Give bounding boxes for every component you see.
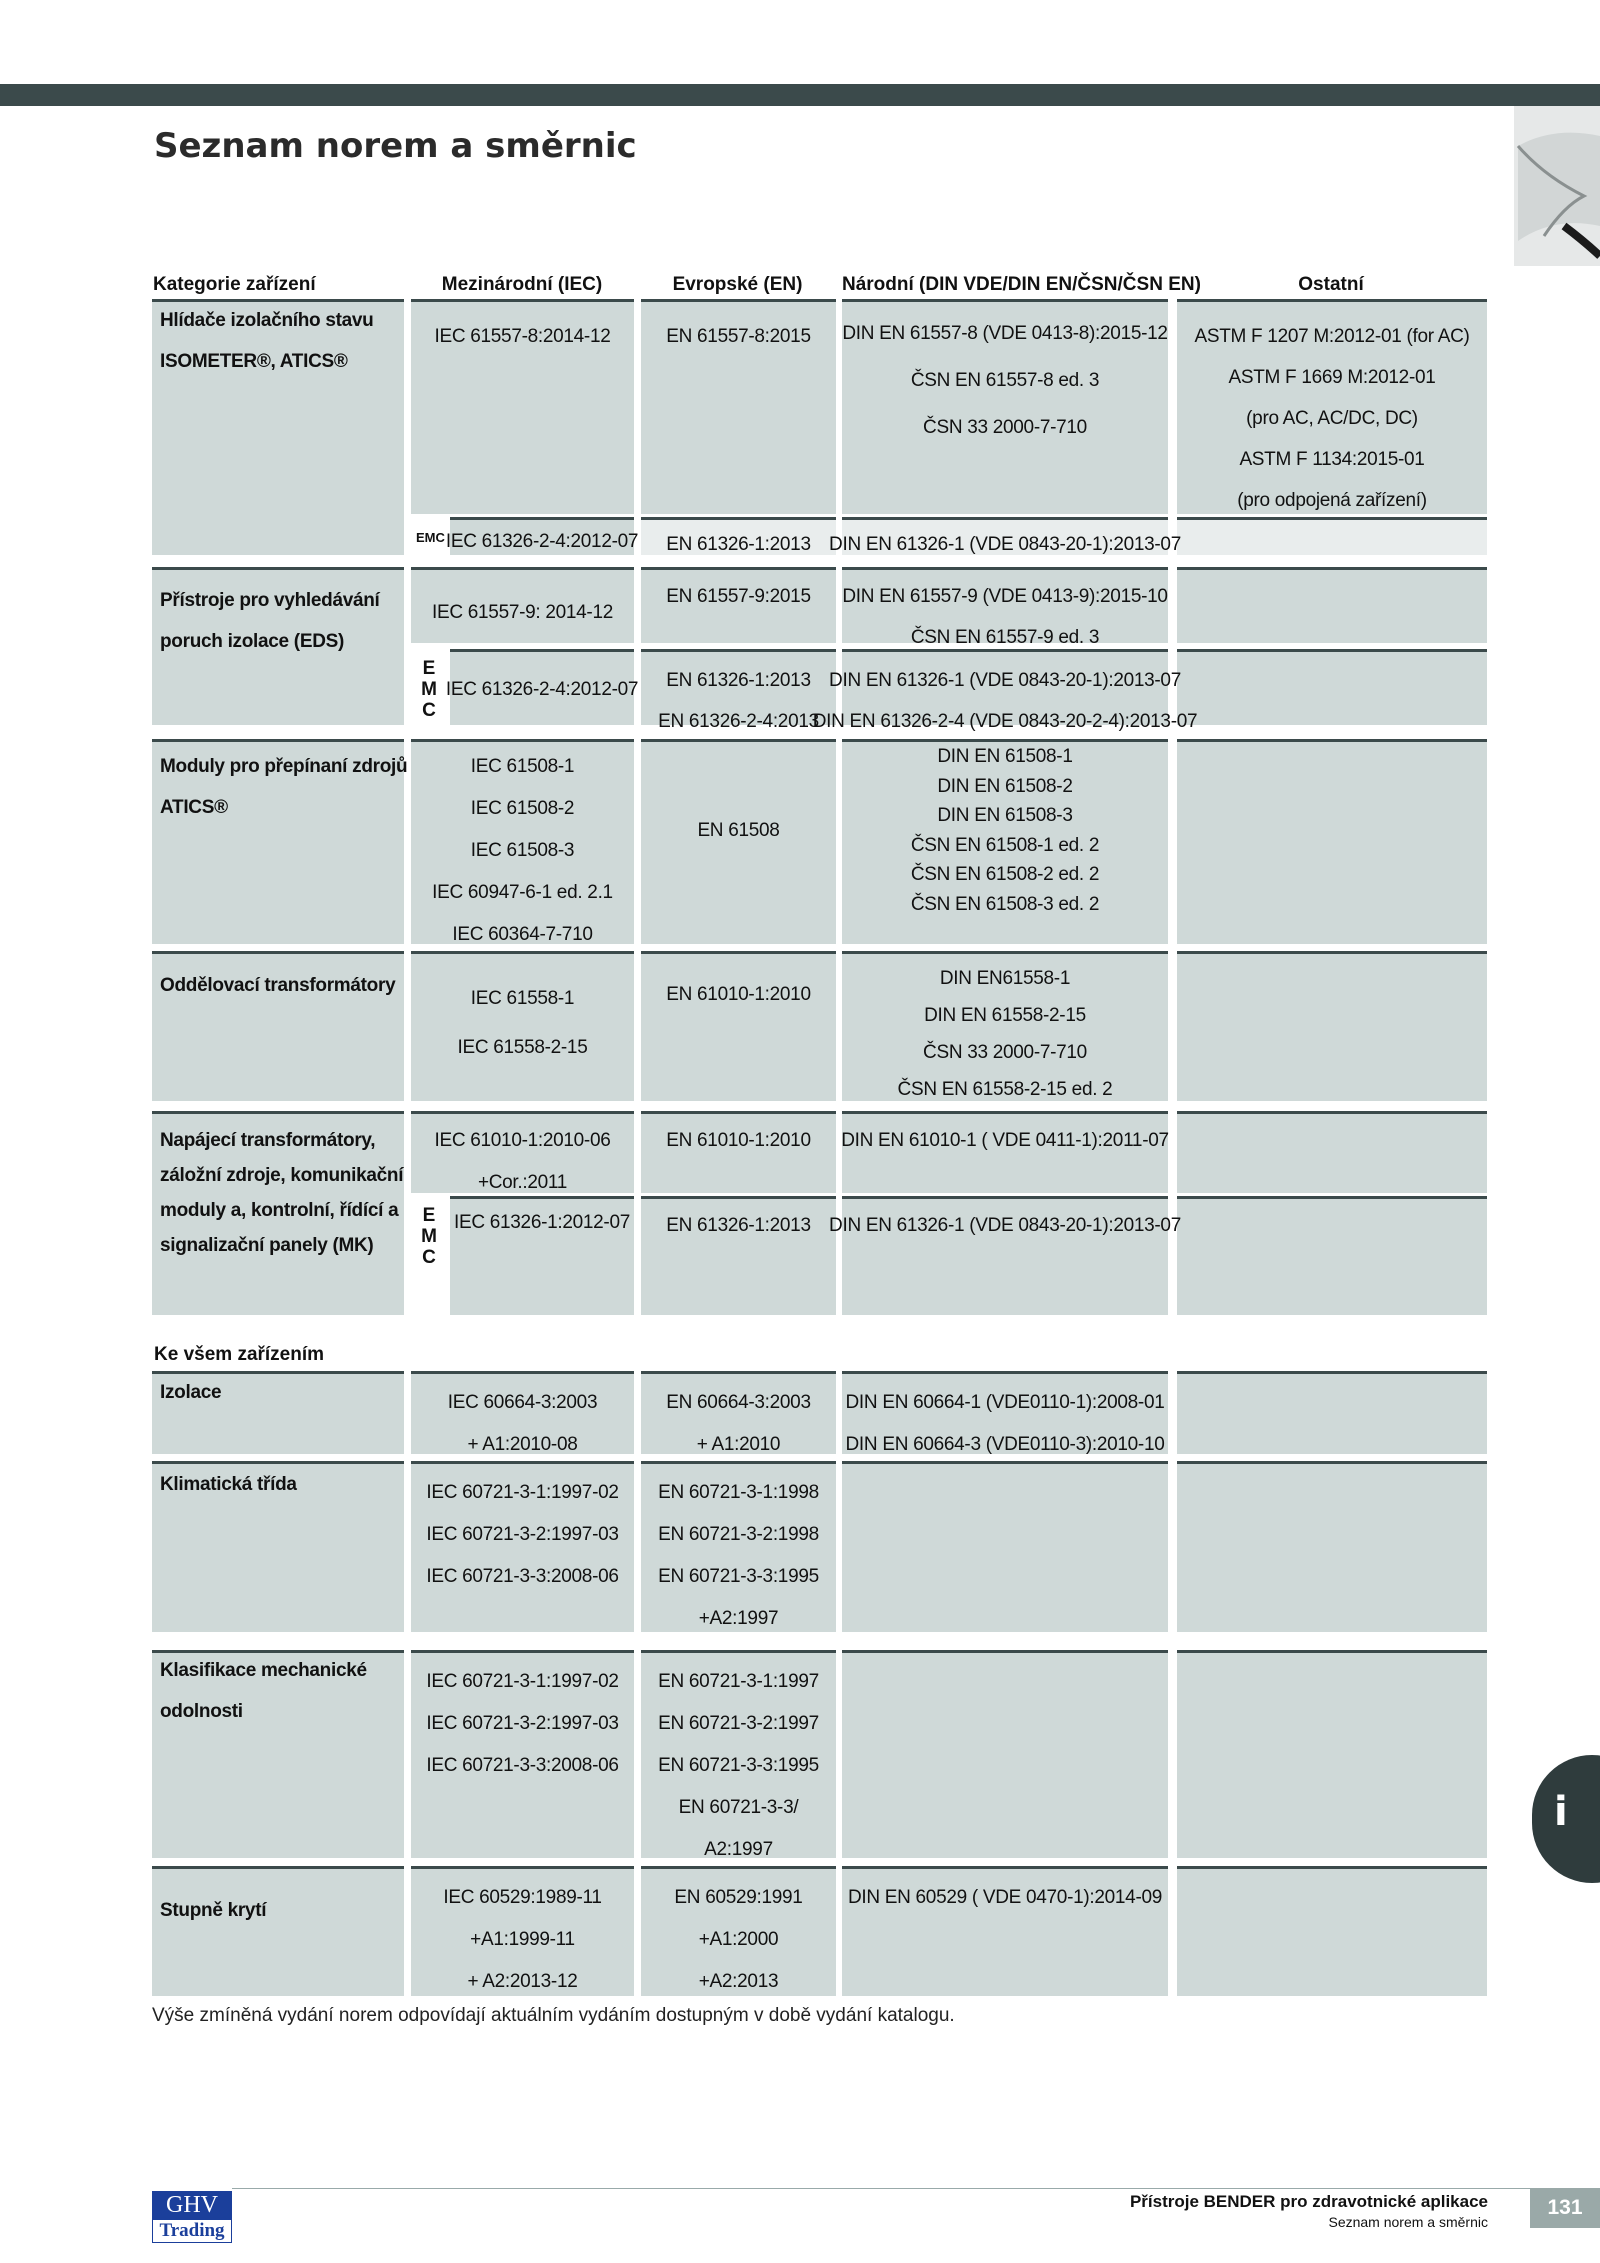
national-cell-line: ČSN 33 2000-7-710 (923, 417, 1087, 438)
row-top-rule (1177, 1371, 1487, 1374)
en-cell-line: EN 61010-1:2010 (666, 1130, 811, 1151)
national-cell-line: DIN EN 61558-2-15 (924, 1005, 1086, 1026)
emc-cell-bg (1177, 1199, 1487, 1315)
emc-iec-cell-line: IEC 61326-2-4:2012-07 (445, 679, 639, 700)
national-cell-line: DIN EN 61010-1 ( VDE 0411-1):2011-07 (841, 1130, 1169, 1151)
logo-bottom: Trading (152, 2220, 232, 2243)
iec-cell-line: IEC 60721-3-3:2008-06 (426, 1566, 619, 1587)
en-cell-line: +A2:2013 (698, 1971, 779, 1992)
row-top-rule (152, 1650, 404, 1653)
en-cell-line: EN 60721-3-1:1997 (658, 1671, 819, 1692)
en-cell-line: EN 60664-3:2003 (666, 1392, 811, 1413)
top-bar (0, 84, 1600, 106)
national-cell (842, 310, 1168, 451)
en-cell-line: EN 61010-1:2010 (666, 984, 811, 1005)
row-top-rule (411, 1111, 634, 1114)
national-cell-line: DIN EN 60529 ( VDE 0470-1):2014-09 (847, 1887, 1163, 1908)
cell-bg (1177, 1114, 1487, 1193)
en-cell (641, 810, 836, 852)
row-top-rule (411, 739, 634, 742)
en-cell (641, 974, 836, 1016)
iec-cell-line: IEC 61508-2 (470, 798, 575, 819)
row-top-rule (152, 567, 404, 570)
other-cell-line: ASTM F 1669 M:2012-01 (1228, 367, 1436, 388)
emc-rule (450, 649, 634, 652)
national-cell (842, 576, 1168, 658)
row-top-rule (1177, 1461, 1487, 1464)
iec-cell-line: IEC 61558-2-15 (457, 1037, 588, 1058)
iec-cell (411, 974, 634, 1072)
row-top-rule (842, 951, 1168, 954)
national-cell-line: DIN EN61558-1 (939, 968, 1071, 989)
category-line: odolnosti (160, 1701, 243, 1722)
header-national: Národní (DIN VDE/DIN EN/ČSN/ČSN EN) (842, 274, 1201, 295)
page-number: 131 (1530, 2188, 1600, 2228)
en-cell-line: EN 60721-3-3:1995 (658, 1566, 819, 1587)
en-cell-line: EN 60721-3-2:1997 (658, 1713, 819, 1734)
iec-cell-line: IEC 60721-3-2:1997-03 (426, 1713, 619, 1734)
en-cell-line: +A1:2000 (698, 1929, 779, 1950)
en-cell-line: EN 61557-9:2015 (666, 586, 811, 607)
row-top-rule (842, 1650, 1168, 1653)
row-top-rule (411, 951, 634, 954)
category-line: Přístroje pro vyhledávání (160, 590, 380, 611)
category-label (160, 1660, 367, 1742)
iec-cell-line: IEC 61508-1 (470, 756, 575, 777)
iec-cell (411, 592, 634, 633)
en-cell-line: EN 60529:1991 (674, 1887, 803, 1908)
iec-cell (411, 1382, 634, 1466)
category-line: Oddělovací transformátory (160, 975, 396, 996)
row-top-rule (641, 951, 836, 954)
row-top-rule (641, 739, 836, 742)
emc-national-cell (829, 524, 1181, 566)
category-line: Napájecí transformátory, (160, 1130, 376, 1151)
category-line: záložní zdroje, komunikační (160, 1165, 404, 1186)
category-line: Klasifikace mechanické (160, 1660, 367, 1681)
category-line: Klimatická třída (160, 1474, 297, 1495)
emc-cell-bg (1177, 652, 1487, 725)
emc-en-cell (641, 524, 836, 566)
emc-rule (641, 1196, 836, 1199)
row-top-rule (411, 1866, 634, 1869)
en-cell (641, 1661, 836, 1871)
category-line: Izolace (160, 1382, 222, 1403)
iec-cell (411, 1877, 634, 2003)
category-label (160, 1130, 403, 1270)
iec-cell-line: IEC 60947-6-1 ed. 2.1 (432, 882, 613, 903)
row-top-rule (1177, 1866, 1487, 1869)
cell-bg (1177, 1869, 1487, 1996)
emc-en-cell-line: EN 61326-2-4:2013 (658, 711, 819, 732)
cell-bg (1177, 742, 1487, 944)
emc-letter: C (422, 700, 436, 721)
category-line: Moduly pro přepínaní zdrojů (160, 756, 408, 777)
category-label (160, 1474, 297, 1515)
national-cell-line: ČSN 33 2000-7-710 (923, 1042, 1087, 1063)
emc-en-cell (641, 1205, 836, 1247)
row-top-rule (641, 299, 836, 302)
national-cell-line: ČSN EN 61558-2-15 ed. 2 (897, 1079, 1113, 1100)
iec-cell-line: IEC 61558-1 (470, 988, 575, 1009)
row-top-rule (641, 1111, 836, 1114)
iec-cell-line: IEC 60664-3:2003 (447, 1392, 598, 1413)
row-top-rule (152, 1111, 404, 1114)
cell-bg (1177, 1464, 1487, 1632)
row-top-rule (842, 567, 1168, 570)
iec-cell (411, 316, 634, 357)
row-top-rule (411, 1371, 634, 1374)
en-cell-line: +A2:1997 (698, 1608, 779, 1629)
row-top-rule (411, 299, 634, 302)
row-top-rule (641, 567, 836, 570)
iec-cell-line: IEC 61557-8:2014-12 (434, 326, 611, 347)
emc-national-cell-line: DIN EN 61326-2-4 (VDE 0843-20-2-4):2013-07 (812, 711, 1198, 732)
row-top-rule (411, 1461, 634, 1464)
cell-bg (1177, 954, 1487, 1101)
header-iec: Mezinárodní (IEC) (441, 274, 603, 295)
emc-rule (641, 649, 836, 652)
row-top-rule (411, 567, 634, 570)
header-other: Ostatní (1298, 274, 1364, 295)
category-label (160, 975, 395, 1016)
row-top-rule (641, 1461, 836, 1464)
iec-cell-line: IEC 61557-9: 2014-12 (432, 602, 613, 623)
cell-bg (1177, 1653, 1487, 1858)
row-top-rule (641, 1650, 836, 1653)
iec-cell-line: IEC 60364-7-710 (452, 924, 593, 945)
national-cell (842, 960, 1168, 1108)
emc-rule (1177, 1196, 1487, 1199)
emc-iec-cell-line: IEC 61326-1:2012-07 (454, 1212, 630, 1233)
en-cell-line: EN 60721-3-1:1998 (658, 1482, 819, 1503)
national-cell-line: DIN EN 61557-8 (VDE 0413-8):2015-12 (842, 323, 1168, 344)
category-line: signalizační panely (MK) (160, 1235, 374, 1256)
en-cell (641, 1382, 836, 1466)
national-cell-line: DIN EN 61508-1 (937, 746, 1073, 767)
category-line: Hlídače izolačního stavu (160, 310, 374, 331)
national-cell-line: DIN EN 61508-3 (937, 805, 1073, 826)
emc-rule (641, 517, 836, 520)
emc-iec-cell-line: IEC 61326-2-4:2012-07 (445, 531, 639, 552)
emc-rule (842, 1196, 1168, 1199)
emc-iec-cell (445, 524, 639, 560)
category-label (160, 590, 380, 672)
emc-letter: M (421, 679, 437, 700)
row-top-rule (1177, 299, 1487, 302)
emc-rule (450, 517, 634, 520)
emc-label (416, 658, 442, 721)
en-cell-line: EN 61508 (697, 820, 780, 841)
emc-national-cell (829, 1205, 1181, 1247)
national-cell (842, 1120, 1168, 1162)
iec-cell-line: + A2:2013-12 (467, 1971, 578, 1992)
book-icon (1514, 106, 1600, 266)
iec-cell (411, 1472, 634, 1598)
row-top-rule (1177, 567, 1487, 570)
row-top-rule (152, 1461, 404, 1464)
national-cell-line: DIN EN 61508-2 (937, 775, 1073, 797)
row-top-rule (411, 1650, 634, 1653)
row-top-rule (641, 1371, 836, 1374)
row-top-rule (842, 1111, 1168, 1114)
en-cell-line: EN 60721-3-3:1995 (658, 1755, 819, 1776)
cell-bg (842, 1653, 1168, 1858)
other-cell-line: ASTM F 1207 M:2012-01 (for AC) (1194, 326, 1470, 347)
en-cell-line: A2:1997 (704, 1839, 773, 1860)
cell-bg (1177, 570, 1487, 643)
cell-bg (842, 1464, 1168, 1632)
row-top-rule (152, 299, 404, 302)
cell-bg (1177, 1374, 1487, 1454)
header-category: Kategorie zařízení (153, 274, 316, 295)
en-cell-line: + A1:2010 (696, 1434, 781, 1455)
row-top-rule (152, 739, 404, 742)
category-line: poruch izolace (EDS) (160, 631, 345, 652)
emc-national-cell (812, 660, 1198, 742)
en-cell (641, 576, 836, 617)
iec-cell-line: IEC 61508-3 (470, 840, 575, 861)
en-cell-line: EN 60721-3-3/ (678, 1797, 799, 1818)
national-cell (842, 1382, 1168, 1466)
category-line: Stupně krytí (160, 1900, 267, 1921)
row-top-rule (152, 1866, 404, 1869)
emc-en-cell-line: EN 61326-1:2013 (666, 534, 811, 555)
row-top-rule (1177, 739, 1487, 742)
section-all-devices: Ke všem zařízením (154, 1344, 325, 1365)
iec-cell-line: IEC 60721-3-1:1997-02 (426, 1482, 619, 1503)
iec-cell-line: IEC 60721-3-3:2008-06 (426, 1755, 619, 1776)
category-line: ATICS® (160, 797, 228, 818)
emc-national-cell-line: DIN EN 61326-1 (VDE 0843-20-1):2013-07 (829, 1215, 1181, 1236)
emc-national-cell-line: DIN EN 61326-1 (VDE 0843-20-1):2013-07 (829, 670, 1181, 691)
emc-rule (842, 517, 1168, 520)
emc-label: EMC (416, 530, 445, 545)
emc-letter: C (422, 1247, 436, 1268)
row-top-rule (842, 1461, 1168, 1464)
logo-top: GHV (152, 2191, 232, 2220)
iec-cell (411, 1120, 634, 1204)
emc-label (416, 1205, 442, 1268)
emc-cell-bg (1177, 520, 1487, 555)
en-cell-line: EN 61557-8:2015 (666, 326, 811, 347)
national-cell-line: DIN EN 60664-3 (VDE0110-3):2010-10 (845, 1434, 1165, 1455)
category-line: ISOMETER®, ATICS® (160, 351, 348, 372)
iec-cell-line: IEC 60529:1989-11 (443, 1887, 602, 1908)
iec-cell-line: IEC 60721-3-1:1997-02 (426, 1671, 619, 1692)
category-label (160, 1382, 221, 1423)
en-cell (641, 316, 836, 357)
category-label (160, 1900, 266, 1941)
en-cell (641, 1472, 836, 1640)
header-en: Evropské (EN) (672, 274, 803, 295)
row-top-rule (641, 1866, 836, 1869)
iec-cell-line: + A1:2010-08 (467, 1434, 578, 1455)
iec-cell (411, 1661, 634, 1787)
emc-en-cell-line: EN 61326-1:2013 (666, 1215, 811, 1236)
footer-subtitle: Seznam norem a směrnic (1328, 2214, 1488, 2230)
info-tab[interactable] (1532, 1755, 1600, 1883)
row-top-rule (842, 299, 1168, 302)
other-cell-line: ASTM F 1134:2015-01 (1239, 449, 1425, 470)
emc-letter: M (421, 1226, 437, 1247)
row-top-rule (1177, 1650, 1487, 1653)
row-top-rule (1177, 951, 1487, 954)
category-line: moduly a, kontrolní, řídící a (160, 1200, 399, 1221)
en-cell (641, 1877, 836, 2003)
national-cell (842, 1877, 1168, 1919)
row-top-rule (152, 951, 404, 954)
footer-title: Přístroje BENDER pro zdravotnické aplikace (1129, 2192, 1488, 2211)
national-cell-line: ČSN EN 61557-8 ed. 3 (910, 370, 1100, 391)
national-cell-line: ČSN EN 61508-1 ed. 2 (910, 834, 1100, 856)
iec-cell (411, 746, 634, 956)
iec-cell-line: +Cor.:2011 (477, 1172, 568, 1193)
row-top-rule (842, 1866, 1168, 1869)
category-label (160, 756, 407, 838)
iec-cell-line: IEC 61010-1:2010-06 (434, 1130, 611, 1151)
emc-letter: E (422, 658, 436, 679)
category-label (160, 310, 373, 392)
footer-divider (232, 2188, 1530, 2189)
emc-national-cell-line: DIN EN 61326-1 (VDE 0843-20-1):2013-07 (829, 534, 1181, 555)
national-cell-line: ČSN EN 61557-9 ed. 3 (910, 627, 1100, 648)
info-icon: i (1554, 1789, 1568, 1835)
en-cell-line: EN 60721-3-2:1998 (658, 1524, 819, 1545)
other-cell (1177, 316, 1487, 521)
national-cell-line: DIN EN 61557-9 (VDE 0413-9):2015-10 (842, 586, 1168, 607)
page-title: Seznam norem a směrnic (154, 126, 637, 166)
emc-iec-cell (450, 1205, 634, 1241)
emc-iec-cell (445, 672, 639, 708)
other-cell-line: (pro odpojená zařízení) (1237, 490, 1427, 511)
national-cell-line: ČSN EN 61508-2 ed. 2 (910, 864, 1100, 885)
row-top-rule (842, 1371, 1168, 1374)
iec-cell-line: +A1:1999-11 (470, 1929, 575, 1950)
row-top-rule (1177, 1111, 1487, 1114)
ghv-trading-logo (152, 2191, 232, 2243)
national-cell (842, 742, 1168, 919)
emc-en-cell-line: EN 61326-1:2013 (666, 670, 811, 691)
national-cell-line: DIN EN 60664-1 (VDE0110-1):2008-01 (845, 1392, 1165, 1413)
footnote: Výše zmíněná vydání norem odpovídají aktuálním vydáním dostupným v době vydání katalogu. (152, 2005, 955, 2026)
emc-rule (1177, 649, 1487, 652)
emc-en-cell (641, 660, 836, 742)
emc-letter: E (422, 1205, 436, 1226)
row-top-rule (152, 1371, 404, 1374)
national-cell-line: ČSN EN 61508-3 ed. 2 (910, 893, 1100, 915)
en-cell (641, 1120, 836, 1162)
iec-cell-line: IEC 60721-3-2:1997-03 (426, 1524, 619, 1545)
other-cell-line: (pro AC, AC/DC, DC) (1246, 408, 1418, 429)
